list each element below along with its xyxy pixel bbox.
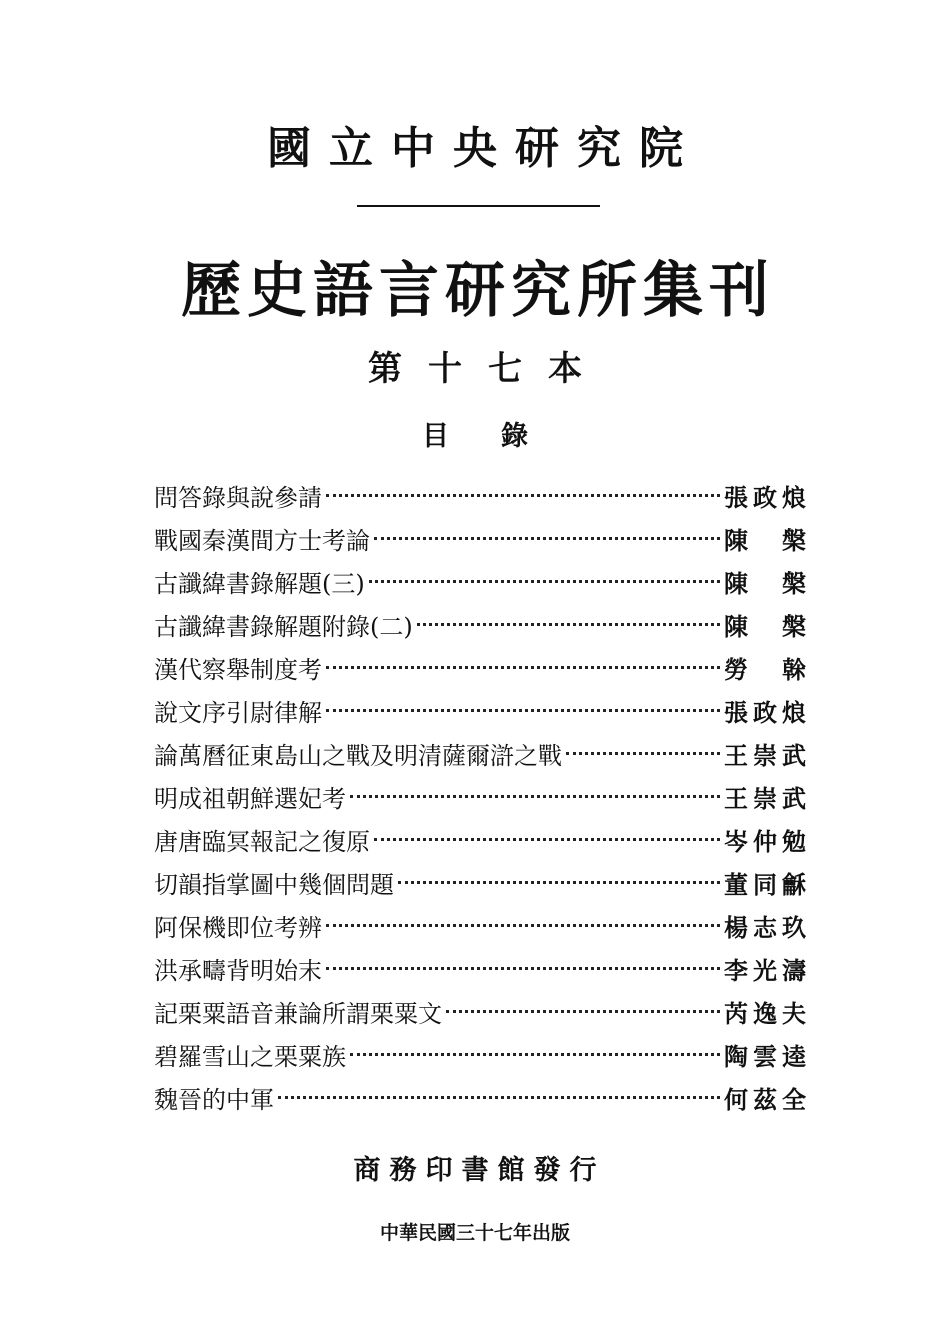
entry-author: 何茲全 [724,1085,806,1114]
entry-author: 李光濤 [724,956,806,985]
dot-leader [326,924,720,927]
toc-entry [154,1078,806,1121]
entry-title: 古讖緯書錄解題(三) [154,570,365,598]
entry-title: 切韻指掌圖中幾個問題 [154,871,394,899]
dot-leader [326,709,720,712]
toc-entry [154,777,806,820]
dot-leader [417,623,720,626]
dot-leader [446,1010,720,1013]
toc-entry [154,734,806,777]
entry-title: 古讖緯書錄解題附錄(二) [154,613,413,641]
journal-title: 歷史語言研究所集刊 [181,256,775,326]
toc-entry [154,820,806,863]
dot-leader [398,881,720,884]
toc-entry [154,562,806,605]
entry-title: 說文序引尉律解 [154,699,322,727]
dot-leader [326,494,720,497]
entry-author: 芮逸夫 [724,999,806,1028]
dot-leader [374,537,720,540]
entry-author: 張政烺 [724,698,806,727]
dot-leader [374,838,720,841]
entry-title: 記栗粟語音兼論所謂栗粟文 [154,1000,442,1028]
entry-author: 張政烺 [724,483,806,512]
toc-entry [154,906,806,949]
dot-leader [350,1053,720,1056]
dot-leader [566,752,720,755]
title-divider [357,205,600,207]
entry-author: 王崇武 [724,784,806,813]
entry-title: 洪承疇背明始末 [154,957,322,985]
entry-author: 岑仲勉 [724,827,806,856]
entry-author: 陳 槃 [724,612,806,641]
entry-title: 戰國秦漢間方士考論 [154,527,370,555]
entry-author: 陳 槃 [724,569,806,598]
institute-name: 國立中央研究院 [267,123,701,174]
entry-author: 王崇武 [724,741,806,770]
toc-entry [154,519,806,562]
entry-title: 明成祖朝鮮選妃考 [154,785,346,813]
entry-author: 陳 槃 [724,526,806,555]
toc-entry [154,691,806,734]
entry-title: 魏晉的中軍 [154,1086,274,1114]
toc-heading: 目錄 [422,421,580,452]
entry-title: 碧羅雪山之栗粟族 [154,1043,346,1071]
publisher: 商務印書館發行 [353,1155,606,1186]
entry-title: 論萬曆征東島山之戰及明清薩爾滸之戰 [154,742,562,770]
entry-author: 楊志玖 [724,913,806,942]
entry-author: 陶雲逵 [724,1042,806,1071]
toc-entry [154,605,806,648]
dot-leader [326,967,720,970]
dot-leader [326,666,720,669]
toc-entry [154,648,806,691]
toc-entry [154,949,806,992]
dot-leader [369,580,720,583]
dot-leader [278,1096,720,1099]
toc-entry [154,863,806,906]
toc-entry [154,1035,806,1078]
entry-author: 董同龢 [724,870,806,899]
entry-title: 唐唐臨冥報記之復原 [154,828,370,856]
table-of-contents [154,476,806,1121]
publication-date: 中華民國三十七年出版 [379,1222,570,1244]
dot-leader [350,795,720,798]
entry-title: 問答錄與說參請 [154,484,322,512]
entry-title: 漢代察舉制度考 [154,656,322,684]
toc-entry [154,476,806,519]
entry-title: 阿保機即位考辨 [154,914,322,942]
toc-entry [154,992,806,1035]
entry-author: 勞 榦 [724,655,806,684]
volume-number: 第十七本 [368,349,608,389]
